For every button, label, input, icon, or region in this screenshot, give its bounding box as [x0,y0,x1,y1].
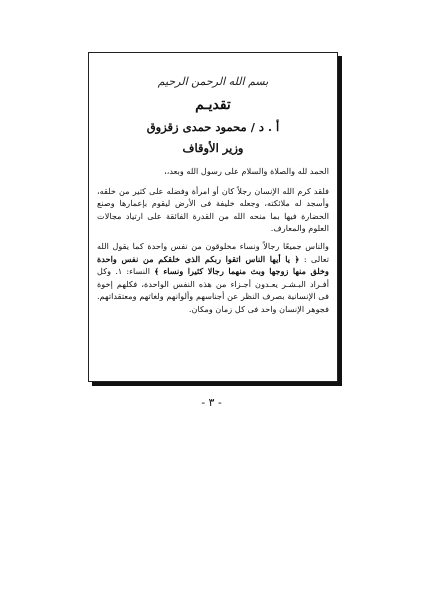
basmala: بسم الله الرحمن الرحيم [157,75,269,88]
body-text [97,165,329,321]
page-number: - ٣ - [201,396,222,409]
paragraph-text: فلقد كرم الله الإنسان رجلاً كان أو امرأة وفضله على كثير من خلقه، وأسجد له ملائكته، وجعله خليفة فى الأرض ليقوم بإعمارها وصنع الحضارة فيها بما منحه الله من القدرة الفائقة على ارتياد مجالات العلوم والمعارف. [97,185,329,234]
paragraph [97,240,329,316]
paragraph-text: والناس جميعًا رجالاً ونساء مخلوقون من نفس واحدة كما يقول الله تعالى : [97,240,329,264]
paragraph-text: الحمد لله والصلاة والسلام على رسول الله وبعد،، [164,166,329,176]
page-frame [88,52,338,382]
paragraph [97,185,329,235]
quran-verse: ﴿ يا أيها الناس اتقوا ربكم الذى خلقكم من نفس واحدة وخلق منها زوجها وبث منهما رجالا كثيرا ونساء ﴾ [97,253,329,277]
author-role: وزير الأوقاف [182,141,244,155]
paragraph-text: النساء: ١. وكل أفـراد البـشـر يعـدون أجـزاء من هذه النفس الواحدة، فكلهم إخوة فى الإنسانية بصرف النظر عن أجناسهم وألوانهم ولغاتهم ومعتقداتهم. فجوهر الإنسان واحد فى كل زمان ومكان. [97,266,329,314]
page-title: تقديـم [195,97,231,113]
paragraph [97,165,329,178]
author-name: أ . د / محمود حمدى زقزوق [146,120,280,134]
